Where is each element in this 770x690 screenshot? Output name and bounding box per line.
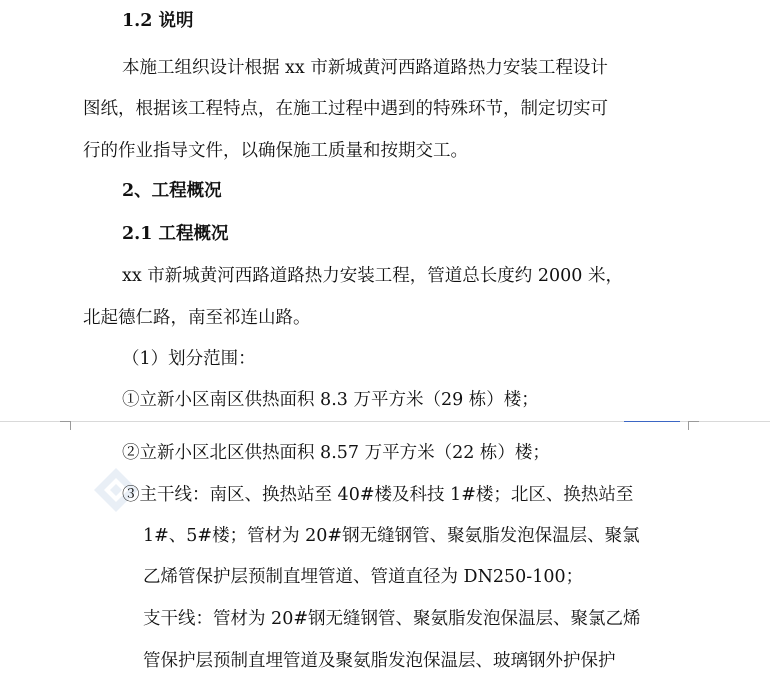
ruler-accent xyxy=(624,421,680,422)
heading-2: 2、工程概况 xyxy=(122,181,222,201)
scope-item-3-line: ③主干线：南区、换热站至 40#楼及科技 1#楼；北区、换热站至 xyxy=(122,485,634,505)
heading-2-1: 2.1 工程概况 xyxy=(122,224,229,244)
scope-title: （1）划分范围： xyxy=(122,349,256,369)
branch-line: 支干线：管材为 20#钢无缝钢管、聚氨脂发泡保温层、聚氯乙烯 xyxy=(143,609,641,629)
margin-mark-left xyxy=(60,421,71,430)
margin-mark-right xyxy=(688,421,699,430)
paragraph-line: 图纸，根据该工程特点，在施工过程中遇到的特殊环节，制定切实可 xyxy=(83,99,608,119)
paragraph-line: xx 市新城黄河西路道路热力安装工程，管道总长度约 2000 米， xyxy=(122,266,623,286)
paragraph-line: 北起德仁路，南至祁连山路。 xyxy=(83,308,311,328)
heading-1-2: 1.2 说明 xyxy=(122,11,194,31)
scope-item-2: ②立新小区北区供热面积 8.57 万平方米（22 栋）楼； xyxy=(122,443,550,463)
paragraph-line: 行的作业指导文件，以确保施工质量和按期交工。 xyxy=(83,141,468,161)
paragraph-line: 本施工组织设计根据 xx 市新城黄河西路道路热力安装工程设计 xyxy=(122,58,608,78)
scope-item-3-line: 乙烯管保护层预制直埋管道、管道直径为 DN250-100； xyxy=(143,567,584,587)
scope-item-1: ①立新小区南区供热面积 8.3 万平方米（29 栋）楼； xyxy=(122,390,539,410)
branch-line: 管保护层预制直埋管道及聚氨脂发泡保温层、玻璃钢外护保护 xyxy=(143,651,616,671)
scope-item-3-line: 1#、5#楼；管材为 20#钢无缝钢管、聚氨脂发泡保温层、聚氯 xyxy=(143,526,640,546)
